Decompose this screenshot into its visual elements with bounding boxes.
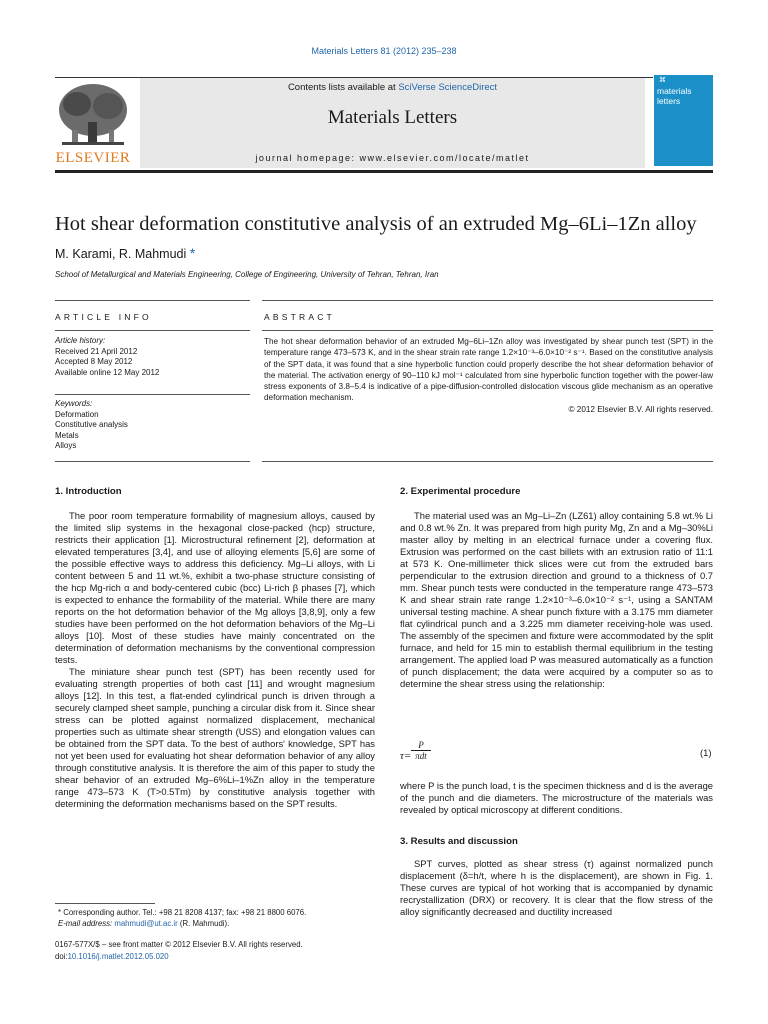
paragraph: SPT curves, plotted as shear stress (τ) against normalized punch displacement (δ=h/t, where h is the displacement), are shown in Fig. 1. These curves are typical of hot working that is accompanied by dynamic recrystallization (DRX) or recovery. It is clear that the flow stress of the alloy significantly decreased and ductility increased — [400, 858, 713, 917]
online-date: Available online 12 May 2012 — [55, 367, 160, 377]
introduction-heading: 1. Introduction — [55, 486, 122, 497]
doi-link[interactable]: 10.1016/j.matlet.2012.05.020 — [67, 951, 169, 961]
journal-citation[interactable]: Materials Letters 81 (2012) 235–238 — [311, 46, 457, 56]
paragraph: The miniature shear punch test (SPT) has been recently used for evaluating strength properties of both cast [11] and wrought magnesium alloys [12]. In this test, a flat-ended cylindrical punch is driven through a securely clamped sheet sample, punching a circular disk from it. Since shear stress can be plotted against normalized displacement, mechanical properties such as ultimate shear strength (USS) and elongation values can be obtained from the SPT data. To the best of authors' knowledge, SPT has not yet been used for evaluating hot shear deformation behavior of any alloy through constitutive analysis. It is therefore the aim of this paper to study the shear behavior of an extruded Mg–6%Li–1%Zn alloy in the temperature range 473–573 K (T>0.5Tm) by constitutive analysis together with determining the deformation mechanisms based on the SPT results. — [55, 666, 375, 809]
article-info-heading: ARTICLE INFO — [55, 312, 152, 322]
article-info-mid-rule — [55, 330, 250, 331]
equation-numerator: P — [411, 740, 431, 751]
abstract-top-rule — [262, 300, 713, 301]
contents-prefix: Contents lists available at — [287, 82, 399, 93]
keywords-rule — [55, 394, 250, 395]
results-heading: 3. Results and discussion — [400, 836, 518, 847]
sciencedirect-link[interactable]: SciVerse ScienceDirect — [398, 82, 498, 93]
corresponding-author-mark[interactable]: * — [189, 245, 196, 261]
keyword-item: Alloys — [55, 441, 77, 451]
received-date: Received 21 April 2012 — [55, 346, 138, 356]
equation-number: (1) — [700, 747, 712, 758]
equation-denominator: πdt — [415, 751, 427, 761]
footnote-rule — [55, 903, 155, 904]
experimental-heading: 2. Experimental procedure — [400, 486, 521, 497]
abstract-heading: ABSTRACT — [264, 312, 335, 322]
doi-line — [55, 951, 375, 963]
journal-title: Materials Letters — [327, 107, 458, 128]
email-link[interactable]: mahmudi@ut.ac.ir — [114, 919, 178, 928]
equation-fraction — [411, 740, 431, 761]
copyright-notice: © 2012 Elsevier B.V. All rights reserved. — [568, 404, 713, 414]
front-matter — [55, 939, 375, 962]
contents-line — [140, 82, 645, 93]
keyword-item: Deformation — [55, 409, 99, 419]
article-history — [55, 336, 250, 378]
article-info-top-rule — [55, 300, 250, 301]
paragraph: The material used was an Mg–Li–Zn (LZ61) alloy containing 5.8 wt.% Li and 0.8 wt.% Zn. It was prepared from high purity Mg, Zn and a Mg–30%Li master alloy by melting in an electrical furnace under a covering flux. Extrusion was performed on the cast billets with an extrusion ratio of 11:1 at 573 K. One-millimeter thick slices were cut from the extruded bars perpendicular to the extrusion direction and ground to a thickness of 0.7 mm. Shear punch tests were conducted in the temperature range 473–573 K and shear strain rate range 1.2×10⁻³–6.0×10⁻² s⁻¹, using a SANTAM universal testing machine. A shear punch fixture with a 3.175 mm diameter flat cylindrical punch and a 3.225 mm diameter receiving-hole was used. The assembly of the specimen and fixture were accommodated by the split furnace, and held for 15 min to establish thermal equilibrium in the testing arrangement. The applied load P was measured automatically as a function of punch displacement; the data were acquired by a computer so as to determine the shear stress using the relationship: — [400, 510, 713, 689]
footnote-email — [58, 918, 378, 929]
keyword-item: Metals — [55, 430, 79, 440]
experimental-body-continued — [400, 780, 713, 816]
cover-title: materials letters — [657, 86, 692, 106]
article-info-bottom-rule — [55, 461, 250, 462]
cover-publisher-mark-icon: ⌘ — [659, 76, 666, 84]
equation-lhs: τ= — [400, 750, 412, 762]
front-matter-line: 0167-577X/$ – see front matter © 2012 Elsevier B.V. All rights reserved. — [55, 940, 303, 949]
affiliation: School of Metallurgical and Materials Engineering, College of Engineering, University of Tehran, Tehran, Iran — [55, 270, 439, 279]
email-label: E-mail address: — [58, 919, 115, 928]
experimental-body — [400, 510, 713, 690]
elsevier-wordmark: ELSEVIER — [55, 150, 131, 166]
abstract-bottom-rule — [262, 461, 713, 462]
journal-homepage[interactable]: journal homepage: www.elsevier.com/locate/matlet — [255, 153, 530, 163]
abstract-body — [264, 336, 713, 415]
abstract-text: The hot shear deformation behavior of an extruded Mg–6Li–1Zn alloy was investigated by shear punch test (SPT) in the temperature range 473–573 K, and in the shear strain rate range 1.2×10⁻³–6.0×10⁻² s⁻¹. Based on the constitutive analysis of the SPT data, it was found that a sine hyperbolic function could properly describe the hot shear deformation behavior of the material. The activation energy of 90–110 kJ mol⁻¹ calculated from sine hyperbolic function together with the power-law stress exponents of 3.8–5.4 is indicative of a pipe-diffusion-controlled dislocation viscous glide mechanism as an operative deformation mechanism. — [264, 337, 713, 403]
author-list — [55, 245, 195, 261]
accepted-date: Accepted 8 May 2012 — [55, 357, 133, 367]
introduction-body — [55, 510, 375, 810]
abstract-mid-rule — [262, 330, 713, 331]
history-label: Article history: — [55, 336, 106, 345]
paragraph: The poor room temperature formability of magnesium alloys, caused by the limited slip systems in the hexagonal close-packed (hcp) structure, restricts their application [1]. Microstructural refinement [2], deformation at elevated temperatures [3,4], and use of alloying elements [5,6] are some of the possible effective ways to address this deficiency. Mg–Li alloys, with Li content between 5 and 11 wt.%, exhibit a two-phase structure consisting of the hcp Mg-rich α and body-centered cubic (bcc) Li-rich β phases [7], which is expected to enhance the formability of the material. While there are many reports on the hot deformation behavior of the Mg alloys [3,8,9], only a few studies have been performed on the hot deformation behaviors of the Mg–Li alloys [10]. Most of these studies have mainly concentrated on the determination of deformation mechanisms by the conventional compression tests. — [55, 510, 375, 665]
authors-names: M. Karami, R. Mahmudi — [55, 247, 187, 261]
article-title: Hot shear deformation constitutive analysis of an extruded Mg–6Li–1Zn alloy — [55, 213, 697, 235]
results-body — [400, 858, 713, 918]
keywords — [55, 399, 250, 452]
header-bottom-rule — [55, 170, 713, 173]
keyword-item: Constitutive analysis — [55, 420, 128, 430]
email-suffix: (R. Mahmudi). — [177, 919, 230, 928]
corresponding-author-footnote — [58, 907, 378, 929]
doi-label: doi: — [55, 951, 68, 961]
keywords-label: Keywords: — [55, 399, 93, 408]
footnote-contact: * Corresponding author. Tel.: +98 21 8208 4137; fax: +98 21 8800 6076. — [58, 908, 307, 917]
paragraph: where P is the punch load, t is the specimen thickness and d is the average of the punch and die diameters. The microstructure of the materials was revealed by optical microscopy at different conditions. — [400, 780, 713, 815]
